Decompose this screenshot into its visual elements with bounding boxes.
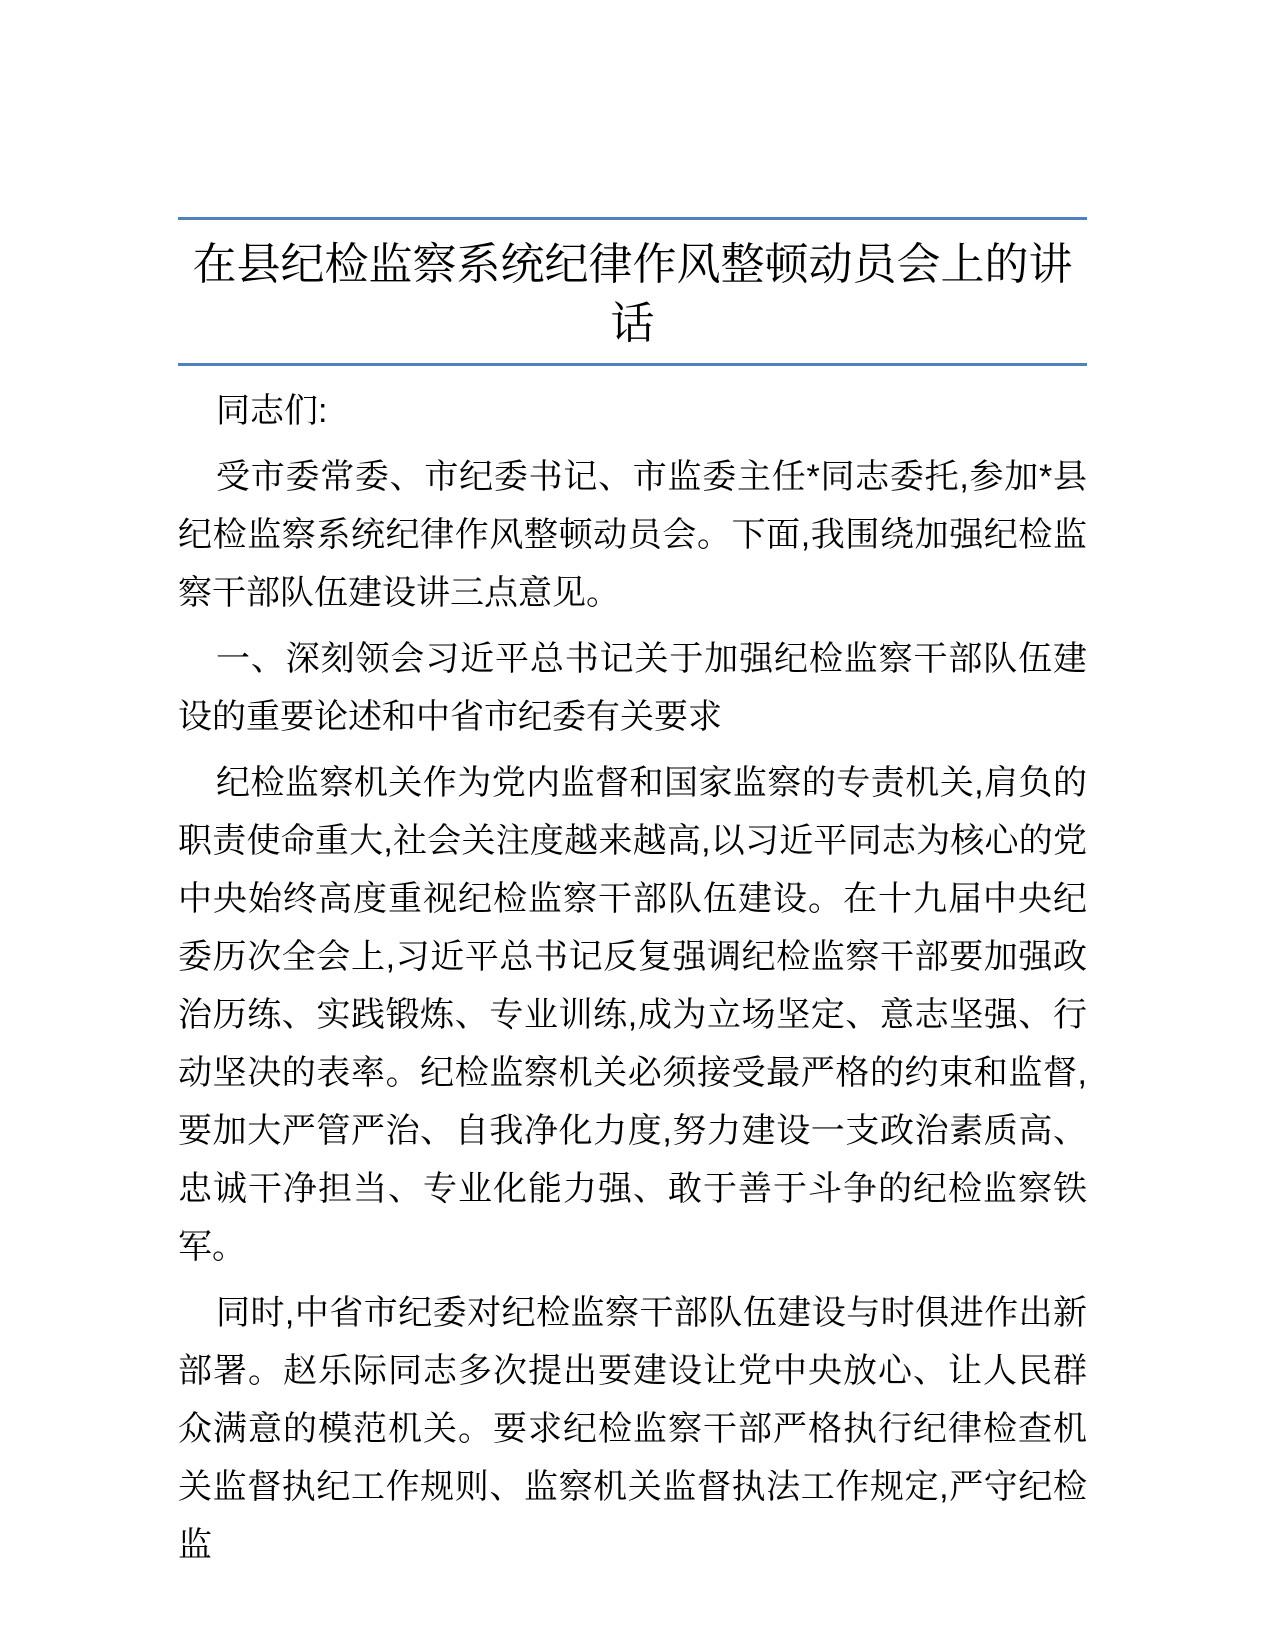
document-title: 在县纪检监察系统纪律作风整顿动员会上的讲话 [192,240,1073,348]
salutation-paragraph: 同志们: [216,392,328,430]
paragraph: 同时,中省市纪委对纪检监察干部队伍建设与时俱进作出新部署。赵乐际同志多次提出要建设让党中央放心、让人民群众满意的模范机关。要求纪检监察干部严格执行纪律检查机关监督执纪工作规则、监察机关监督执法工作规定,严守纪检监 [178,1294,1087,1564]
title-divider-bottom [178,363,1087,366]
document-page [178,0,1087,1574]
document-body [178,382,1087,1574]
section-heading: 一、深刻领会习近平总书记关于加强纪检监察干部队伍建设的重要论述和中省市纪委有关要求 [178,640,1087,736]
paragraph: 受市委常委、市纪委书记、市监委主任*同志委托,参加*县纪检监察系统纪律作风整顿动员会。下面,我围绕加强纪检监察干部队伍建设讲三点意见。 [178,458,1087,612]
paragraph: 纪检监察机关作为党内监督和国家监察的专责机关,肩负的职责使命重大,社会关注度越来越高,以习近平同志为核心的党中央始终高度重视纪检监察干部队伍建设。在十九届中央纪委历次全会上,习近平总书记反复强调纪检监察干部要加强政治历练、实践锻炼、专业训练,成为立场坚定、意志坚强、行动坚决的表率。纪检监察机关必须接受最严格的约束和监督,要加大严管严治、自我净化力度,努力建设一支政治素质高、忠诚干净担当、专业化能力强、敢于善于斗争的纪检监察铁军。 [178,764,1087,1266]
